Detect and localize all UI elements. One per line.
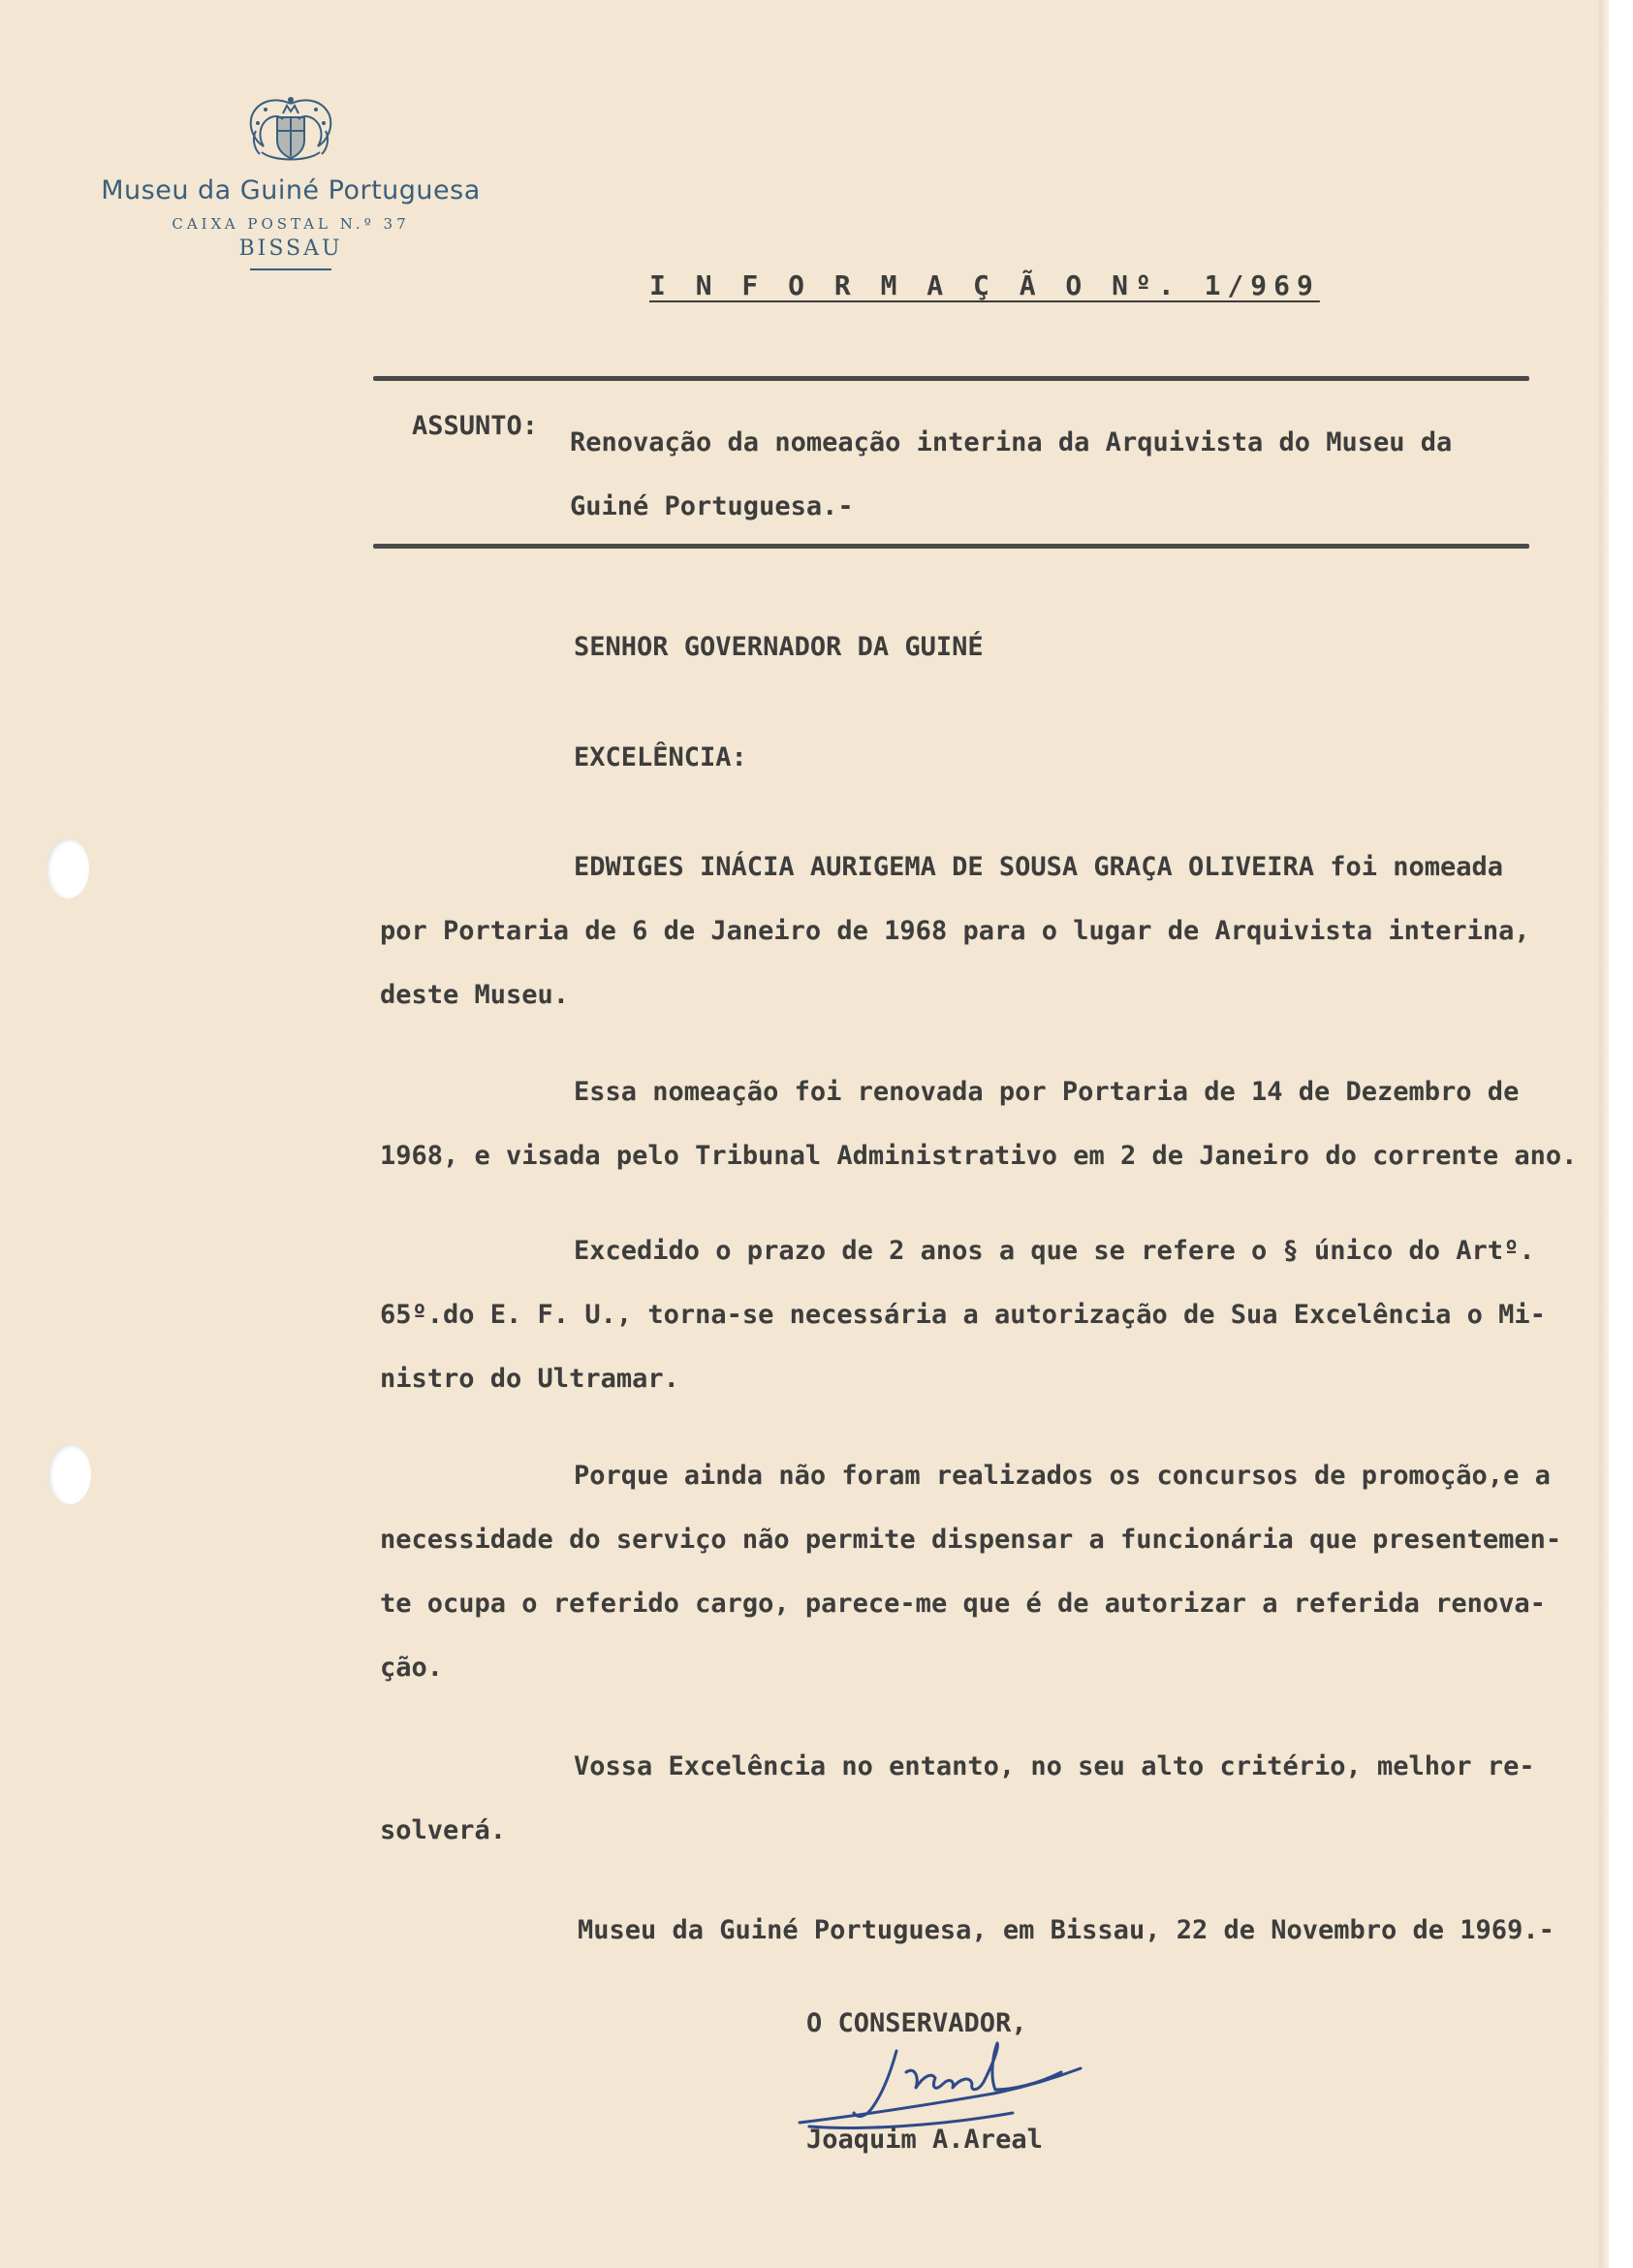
text-line: Excedido o prazo de 2 anos a que se refere o § único do Artº. — [574, 1236, 1535, 1266]
closing-title: O CONSERVADOR, — [806, 2008, 1027, 2038]
salutation: EXCELÊNCIA: — [574, 742, 747, 772]
subject-line: Guiné Portuguesa.- — [570, 491, 854, 521]
text-line: nistro do Ultramar. — [380, 1364, 679, 1394]
text-line: Porque ainda não foram realizados os concursos de promoção,e a — [574, 1461, 1551, 1491]
coat-of-arms-emblem-icon — [244, 92, 337, 168]
paragraph-reasoning — [380, 1444, 1591, 1700]
punch-hole-top — [47, 838, 89, 898]
text-line: deste Museu. — [380, 980, 570, 1010]
text-line: te ocupa o referido cargo, parece-me que é de autorizar a referida renova- — [380, 1589, 1546, 1619]
text-line: Vossa Excelência no entanto, no seu alto critério, melhor re- — [574, 1751, 1535, 1781]
paragraph-deadline — [380, 1219, 1591, 1411]
paragraph-appointment — [380, 835, 1591, 1027]
subject-rule-bottom — [373, 544, 1529, 549]
text-line: 65º.do E. F. U., torna-se necessária a autorização de Sua Excelência o Mi- — [380, 1300, 1546, 1330]
signatory-name: Joaquim A.Areal — [806, 2125, 1043, 2155]
paragraph-closing — [380, 1735, 1591, 1863]
text-line: necessidade do serviço não permite dispensar a funcionária que presentemen- — [380, 1525, 1562, 1555]
text-line: EDWIGES INÁCIA AURIGEMA DE SOUSA GRAÇA OLIVEIRA foi nomeada — [574, 852, 1504, 882]
addressee: SENHOR GOVERNADOR DA GUINÉ — [574, 632, 984, 662]
text-line: solverá. — [380, 1815, 507, 1845]
text-line: Essa nomeação foi renovada por Portaria de 14 de Dezembro de — [574, 1077, 1520, 1107]
text-line: 1968, e visada pelo Tribunal Administrativo em 2 de Janeiro do corrente ano. — [380, 1141, 1578, 1171]
punch-hole-bottom — [48, 1444, 91, 1504]
letterhead — [78, 92, 504, 270]
subject-label: ASSUNTO: — [412, 411, 539, 441]
subject-line: Renovação da nomeação interina da Arquivista do Museu da — [570, 427, 1453, 457]
institution-name: Museu da Guiné Portuguesa — [101, 175, 481, 205]
place-date: Museu da Guiné Portuguesa, em Bissau, 22 de Novembro de 1969.- — [578, 1915, 1554, 1945]
paragraph-renewal — [380, 1060, 1591, 1188]
subject-rule-top — [373, 376, 1529, 381]
city-name: BISSAU — [238, 236, 343, 261]
text-line: ção. — [380, 1653, 444, 1683]
subject-text — [570, 411, 1539, 539]
document-title: I N F O R M A Ç Ã O Nº. 1/969 — [649, 269, 1320, 301]
postal-box: CAIXA POSTAL N.º 37 — [172, 215, 410, 233]
page-edge — [1599, 0, 1609, 2268]
text-line: por Portaria de 6 de Janeiro de 1968 para o lugar de Arquivista interina, — [380, 916, 1530, 946]
letterhead-rule — [250, 268, 331, 270]
